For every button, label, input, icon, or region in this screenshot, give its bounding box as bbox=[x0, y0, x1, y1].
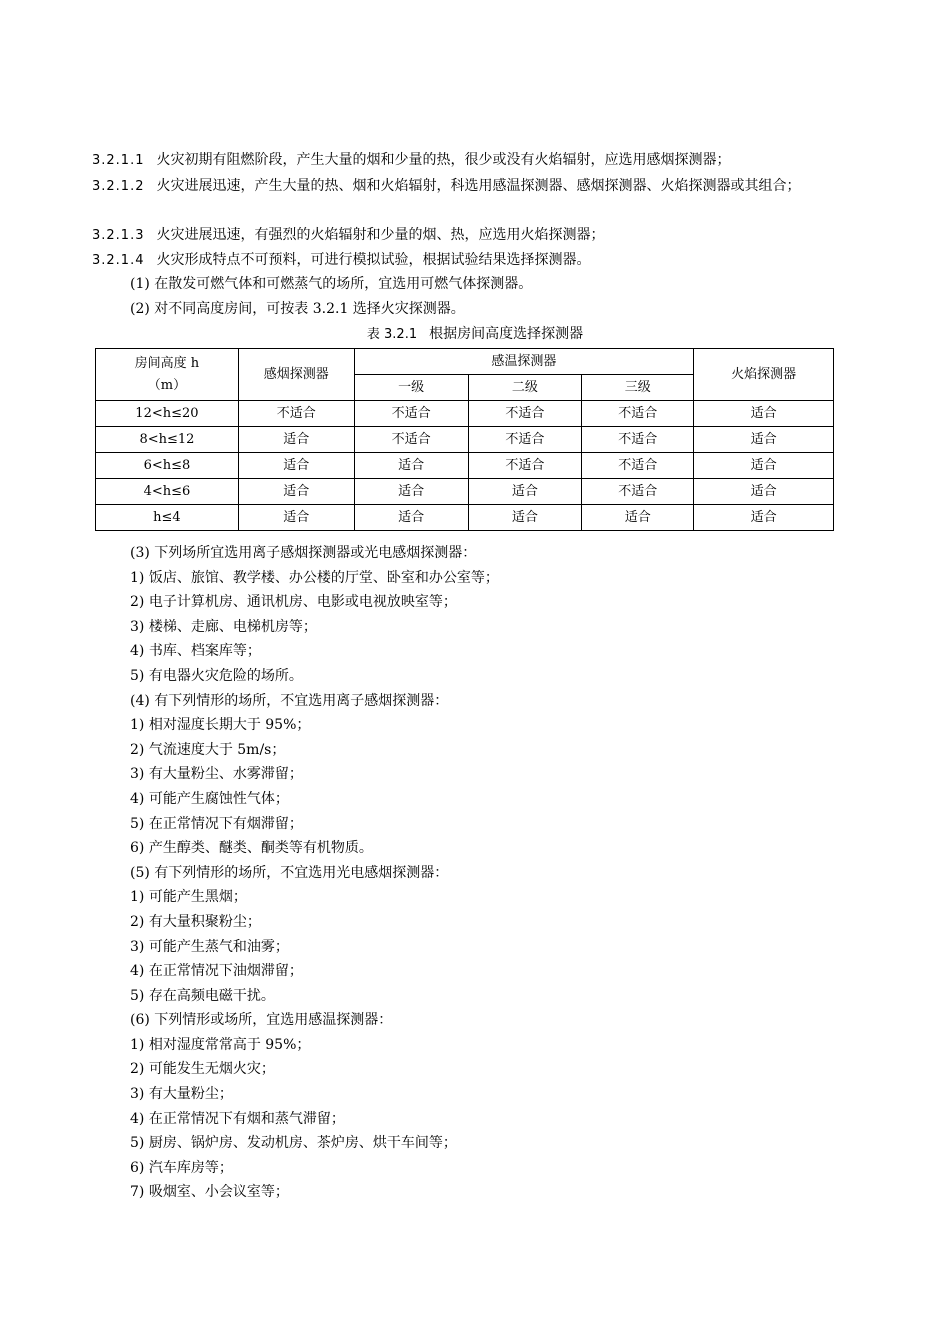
cell-heat-2: 不适合 bbox=[468, 453, 582, 479]
cell-heat-3: 不适合 bbox=[582, 479, 694, 505]
cell-flame: 适合 bbox=[694, 401, 834, 427]
section-text: 火灾形成特点不可预料，可进行模拟试验，根据试验结果选择探测器。 bbox=[156, 252, 591, 268]
cell-smoke: 适合 bbox=[238, 427, 354, 453]
list-item: 2) 有大量积聚粉尘； bbox=[130, 913, 261, 930]
cell-heat-1: 适合 bbox=[354, 479, 468, 505]
section-text: 火灾进展迅速，产生大量的热、烟和火焰辐射，科选用感温探测器、感烟探测器、火焰探测器或其组合； bbox=[156, 178, 801, 194]
list-item: 4) 在正常情况下油烟滞留； bbox=[130, 963, 303, 980]
header-room-height bbox=[96, 349, 239, 401]
list-item: 3) 有大量粉尘、水雾滞留； bbox=[130, 766, 303, 783]
section-3-2-1-1 bbox=[92, 148, 852, 173]
cell-heat-3: 适合 bbox=[582, 505, 694, 531]
cell-heat-1: 适合 bbox=[354, 453, 468, 479]
list-item: 1) 相对湿度长期大于 95%； bbox=[130, 717, 311, 734]
cell-heat-2: 适合 bbox=[468, 505, 582, 531]
list-item: 1) 可能产生黑烟； bbox=[130, 889, 247, 906]
item-1: (1) 在散发可燃气体和可燃蒸气的场所，宜选用可燃气体探测器。 bbox=[130, 276, 533, 292]
cell-smoke: 适合 bbox=[238, 505, 354, 531]
list-item: 4) 可能产生腐蚀性气体； bbox=[130, 790, 289, 807]
cell-flame: 适合 bbox=[694, 505, 834, 531]
list-item: 2) 电子计算机房、通讯机房、电影或电视放映室等； bbox=[130, 594, 457, 611]
table-caption bbox=[0, 322, 950, 347]
list-item: 3) 有大量粉尘； bbox=[130, 1086, 233, 1103]
list-item: 5) 厨房、锅炉房、发动机房、茶炉房、烘干车间等； bbox=[130, 1135, 457, 1152]
cell-heat-3: 不适合 bbox=[582, 427, 694, 453]
list-item: 2) 气流速度大于 5m/s； bbox=[130, 741, 286, 758]
section-3-2-1-3 bbox=[92, 223, 852, 248]
cell-heat-2: 不适合 bbox=[468, 401, 582, 427]
detector-selection-table bbox=[95, 348, 834, 531]
cell-height: 12<h≤20 bbox=[96, 401, 239, 427]
list-item: (5) 有下列情形的场所，不宜选用光电感烟探测器： bbox=[130, 864, 449, 881]
list-item: 2) 可能发生无烟火灾； bbox=[130, 1061, 275, 1078]
table-row bbox=[96, 479, 834, 505]
cell-heat-3: 不适合 bbox=[582, 453, 694, 479]
table-caption-text: 根据房间高度选择探测器 bbox=[429, 326, 584, 342]
section-number: 3.2.1.3 bbox=[92, 228, 145, 243]
header-heat-level-3: 三级 bbox=[582, 375, 694, 401]
section-number: 3.2.1.4 bbox=[92, 253, 145, 268]
list-item: 3) 楼梯、走廊、电梯机房等； bbox=[130, 618, 317, 635]
header-heat-detector: 感温探测器 bbox=[354, 349, 693, 375]
header-room-height-label: 房间高度 h bbox=[134, 355, 200, 371]
table-row bbox=[96, 505, 834, 531]
list-item: 5) 在正常情况下有烟滞留； bbox=[130, 815, 303, 832]
table-row bbox=[96, 427, 834, 453]
section-3-2-1-2 bbox=[92, 174, 852, 199]
section-text: 火灾初期有阻燃阶段，产生大量的烟和少量的热，很少或没有火焰辐射，应选用感烟探测器； bbox=[156, 152, 731, 168]
section-text: 火灾进展迅速，有强烈的火焰辐射和少量的烟、热，应选用火焰探测器； bbox=[156, 227, 605, 243]
cell-heat-3: 不适合 bbox=[582, 401, 694, 427]
header-heat-level-1: 一级 bbox=[354, 375, 468, 401]
item-2: (2) 对不同高度房间，可按表 3.2.1 选择火灾探测器。 bbox=[130, 301, 465, 317]
criteria-list bbox=[130, 541, 850, 1205]
list-item: 6) 产生醇类、醚类、酮类等有机物质。 bbox=[130, 840, 373, 857]
cell-heat-2: 不适合 bbox=[468, 427, 582, 453]
header-smoke-detector: 感烟探测器 bbox=[238, 349, 354, 401]
header-room-height-unit: （m） bbox=[147, 377, 187, 393]
table-row bbox=[96, 453, 834, 479]
header-flame-detector: 火焰探测器 bbox=[694, 349, 834, 401]
table-caption-number: 表 3.2.1 bbox=[366, 327, 418, 342]
list-item: 7) 吸烟室、小会议室等； bbox=[130, 1184, 289, 1201]
cell-flame: 适合 bbox=[694, 427, 834, 453]
list-item: 1) 饭店、旅馆、教学楼、办公楼的厅堂、卧室和办公室等； bbox=[130, 569, 499, 586]
section-number: 3.2.1.2 bbox=[92, 179, 145, 194]
list-item: 4) 书库、档案库等； bbox=[130, 643, 261, 660]
cell-heat-1: 不适合 bbox=[354, 427, 468, 453]
cell-height: 4<h≤6 bbox=[96, 479, 239, 505]
list-item: 6) 汽车库房等； bbox=[130, 1159, 233, 1176]
list-item: 5) 存在高频电磁干扰。 bbox=[130, 987, 275, 1004]
list-item: 1) 相对湿度常常高于 95%； bbox=[130, 1036, 311, 1053]
section-3-2-1-4 bbox=[92, 248, 852, 273]
cell-height: 8<h≤12 bbox=[96, 427, 239, 453]
cell-flame: 适合 bbox=[694, 479, 834, 505]
cell-height: 6<h≤8 bbox=[96, 453, 239, 479]
cell-heat-2: 适合 bbox=[468, 479, 582, 505]
cell-smoke: 不适合 bbox=[238, 401, 354, 427]
table-row bbox=[96, 401, 834, 427]
list-item: 5) 有电器火灾危险的场所。 bbox=[130, 667, 303, 684]
cell-height: h≤4 bbox=[96, 505, 239, 531]
cell-heat-1: 适合 bbox=[354, 505, 468, 531]
cell-flame: 适合 bbox=[694, 453, 834, 479]
list-item: (6) 下列情形或场所，宜选用感温探测器： bbox=[130, 1012, 393, 1029]
cell-smoke: 适合 bbox=[238, 479, 354, 505]
cell-smoke: 适合 bbox=[238, 453, 354, 479]
list-item: (4) 有下列情形的场所，不宜选用离子感烟探测器： bbox=[130, 692, 449, 709]
header-heat-level-2: 二级 bbox=[468, 375, 582, 401]
list-item: (3) 下列场所宜选用离子感烟探测器或光电感烟探测器： bbox=[130, 545, 477, 561]
cell-heat-1: 不适合 bbox=[354, 401, 468, 427]
list-item: 3) 可能产生蒸气和油雾； bbox=[130, 938, 289, 955]
section-number: 3.2.1.1 bbox=[92, 153, 145, 168]
list-item: 4) 在正常情况下有烟和蒸气滞留； bbox=[130, 1110, 345, 1127]
